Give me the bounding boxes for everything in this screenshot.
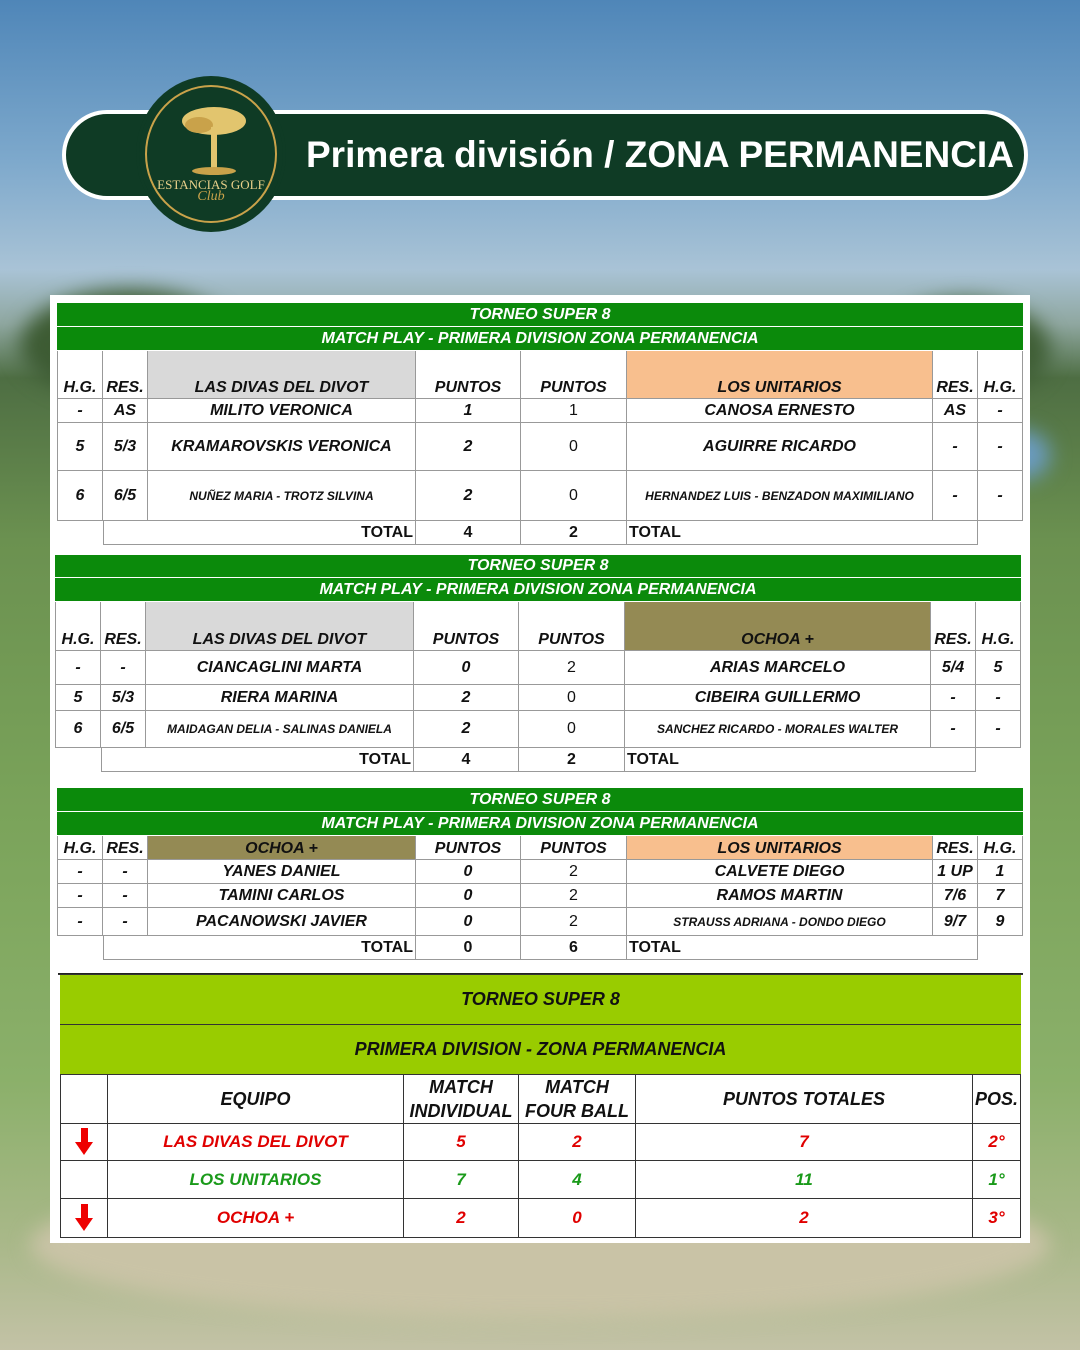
summary-match-fourball: 4 xyxy=(519,1161,636,1199)
cell-hg: 6 xyxy=(57,471,103,521)
cell-player: STRAUSS ADRIANA - DONDO DIEGO xyxy=(627,908,933,936)
match-subtitle: MATCH PLAY - PRIMERA DIVISION ZONA PERMANENCIA xyxy=(57,812,1023,836)
cell-res: - xyxy=(103,860,148,884)
cell-res: - xyxy=(933,471,978,521)
total-right: 2 xyxy=(521,521,627,545)
match-subtitle: MATCH PLAY - PRIMERA DIVISION ZONA PERMANENCIA xyxy=(55,578,1021,602)
header-points: PUNTOS xyxy=(414,602,519,651)
summary-match-fourball: 0 xyxy=(519,1199,636,1238)
summary-header-team: EQUIPO xyxy=(108,1075,404,1124)
summary-team: OCHOA + xyxy=(108,1199,404,1238)
logo-text: ESTANCIAS GOLF xyxy=(157,177,265,192)
cell-player: CIBEIRA GUILLERMO xyxy=(625,685,931,711)
cell-player: ARIAS MARCELO xyxy=(625,651,931,685)
cell-res: - xyxy=(101,651,146,685)
match-title: TORNEO SUPER 8 xyxy=(57,788,1023,812)
cell-hg: - xyxy=(57,860,103,884)
summary-position: 1° xyxy=(973,1161,1021,1199)
header-player: LOS UNITARIOS xyxy=(627,351,933,399)
summary-header-position: POS. xyxy=(973,1075,1021,1124)
cell-hg: - xyxy=(57,399,103,423)
cell-points: 0 xyxy=(416,884,521,908)
cell-res: - xyxy=(933,423,978,471)
cell-points: 2 xyxy=(414,711,519,748)
header-res: RES. xyxy=(101,602,146,651)
tree-icon xyxy=(179,101,249,179)
club-logo xyxy=(136,76,286,232)
header-player: LOS UNITARIOS xyxy=(627,836,933,860)
summary-header-arrow xyxy=(60,1075,108,1124)
cell-res: 7/6 xyxy=(933,884,978,908)
cell-hg: - xyxy=(978,423,1023,471)
cell-res: 6/5 xyxy=(103,471,148,521)
cell-player: YANES DANIEL xyxy=(148,860,416,884)
header-hg: H.G. xyxy=(57,836,103,860)
total-right: 2 xyxy=(519,748,625,772)
summary-total-points: 11 xyxy=(636,1161,973,1199)
header-hg: H.G. xyxy=(976,602,1021,651)
total-left: 0 xyxy=(416,936,521,960)
header-points: PUNTOS xyxy=(416,351,521,399)
cell-res: AS xyxy=(933,399,978,423)
summary-total-points: 2 xyxy=(636,1199,973,1238)
cell-res: 6/5 xyxy=(101,711,146,748)
header-points: PUNTOS xyxy=(416,836,521,860)
cell-points: 0 xyxy=(416,908,521,936)
header-points: PUNTOS xyxy=(521,351,627,399)
match-title: TORNEO SUPER 8 xyxy=(57,303,1023,327)
cell-points: 2 xyxy=(521,884,627,908)
cell-res: 1 UP xyxy=(933,860,978,884)
header-res: RES. xyxy=(933,836,978,860)
cell-hg: 1 xyxy=(978,860,1023,884)
summary-match-individual: 7 xyxy=(404,1161,519,1199)
cell-hg: - xyxy=(55,651,101,685)
cell-res: 9/7 xyxy=(933,908,978,936)
cell-hg: - xyxy=(976,685,1021,711)
cell-player: CANOSA ERNESTO xyxy=(627,399,933,423)
cell-points: 2 xyxy=(416,423,521,471)
cell-points: 0 xyxy=(519,711,625,748)
cell-hg: - xyxy=(978,399,1023,423)
cell-points: 1 xyxy=(521,399,627,423)
cell-player: CIANCAGLINI MARTA xyxy=(146,651,414,685)
cell-points: 0 xyxy=(416,860,521,884)
down-arrow-icon xyxy=(77,1128,91,1156)
cell-points: 0 xyxy=(521,471,627,521)
cell-player: SANCHEZ RICARDO - MORALES WALTER xyxy=(625,711,931,748)
total-left: 4 xyxy=(414,748,519,772)
summary-total-points: 7 xyxy=(636,1124,973,1161)
cell-points: 2 xyxy=(416,471,521,521)
cell-res: - xyxy=(103,884,148,908)
header-hg: H.G. xyxy=(57,351,103,399)
summary-arrow-cell xyxy=(60,1124,108,1161)
total-label-right: TOTAL xyxy=(627,521,978,545)
header-hg: H.G. xyxy=(978,351,1023,399)
page-title: Primera división / ZONA PERMANENCIA xyxy=(306,134,1014,175)
summary-arrow-cell xyxy=(60,1161,108,1199)
cell-hg: 5 xyxy=(55,685,101,711)
header-player: LAS DIVAS DEL DIVOT xyxy=(146,602,414,651)
cell-player: MAIDAGAN DELIA - SALINAS DANIELA xyxy=(146,711,414,748)
header-hg: H.G. xyxy=(55,602,101,651)
header-player: OCHOA + xyxy=(625,602,931,651)
cell-hg: - xyxy=(57,908,103,936)
summary-team: LAS DIVAS DEL DIVOT xyxy=(108,1124,404,1161)
cell-res: - xyxy=(931,711,976,748)
total-label-right: TOTAL xyxy=(627,936,978,960)
summary-position: 2° xyxy=(973,1124,1021,1161)
summary-header-match-individual: MATCH INDIVIDUAL xyxy=(404,1075,519,1124)
cell-player: NUÑEZ MARIA - TROTZ SILVINA xyxy=(148,471,416,521)
total-label-left: TOTAL xyxy=(101,748,414,772)
total-label-left: TOTAL xyxy=(103,521,416,545)
logo-subtext: Club xyxy=(197,189,225,204)
cell-res: - xyxy=(103,908,148,936)
total-right: 6 xyxy=(521,936,627,960)
summary-title: TORNEO SUPER 8 xyxy=(60,975,1021,1025)
match-title: TORNEO SUPER 8 xyxy=(55,555,1021,578)
down-arrow-icon xyxy=(77,1204,91,1232)
summary-arrow-cell xyxy=(60,1199,108,1238)
cell-hg: 9 xyxy=(978,908,1023,936)
cell-res: 5/3 xyxy=(101,685,146,711)
cell-points: 2 xyxy=(519,651,625,685)
summary-match-fourball: 2 xyxy=(519,1124,636,1161)
cell-hg: 6 xyxy=(55,711,101,748)
cell-points: 0 xyxy=(414,651,519,685)
cell-points: 2 xyxy=(414,685,519,711)
header-res: RES. xyxy=(103,836,148,860)
cell-hg: 5 xyxy=(57,423,103,471)
cell-points: 2 xyxy=(521,860,627,884)
summary-header-total-points: PUNTOS TOTALES xyxy=(636,1075,973,1124)
summary-match-individual: 5 xyxy=(404,1124,519,1161)
cell-res: 5/3 xyxy=(103,423,148,471)
summary-team: LOS UNITARIOS xyxy=(108,1161,404,1199)
header-res: RES. xyxy=(933,351,978,399)
header-player: LAS DIVAS DEL DIVOT xyxy=(148,351,416,399)
summary-header-match-fourball: MATCH FOUR BALL xyxy=(519,1075,636,1124)
cell-player: MILITO VERONICA xyxy=(148,399,416,423)
cell-player: TAMINI CARLOS xyxy=(148,884,416,908)
cell-res: AS xyxy=(103,399,148,423)
summary-match-individual: 2 xyxy=(404,1199,519,1238)
cell-player: KRAMAROVSKIS VERONICA xyxy=(148,423,416,471)
cell-player: CALVETE DIEGO xyxy=(627,860,933,884)
cell-hg: - xyxy=(57,884,103,908)
cell-points: 2 xyxy=(521,908,627,936)
header-hg: H.G. xyxy=(978,836,1023,860)
cell-res: 5/4 xyxy=(931,651,976,685)
cell-player: AGUIRRE RICARDO xyxy=(627,423,933,471)
header-points: PUNTOS xyxy=(521,836,627,860)
header-res: RES. xyxy=(103,351,148,399)
header-points: PUNTOS xyxy=(519,602,625,651)
cell-points: 0 xyxy=(519,685,625,711)
cell-player: RAMOS MARTIN xyxy=(627,884,933,908)
cell-hg: - xyxy=(976,711,1021,748)
cell-hg: 7 xyxy=(978,884,1023,908)
match-subtitle: MATCH PLAY - PRIMERA DIVISION ZONA PERMANENCIA xyxy=(57,327,1023,351)
total-label-left: TOTAL xyxy=(103,936,416,960)
cell-points: 0 xyxy=(521,423,627,471)
header-res: RES. xyxy=(931,602,976,651)
cell-res: - xyxy=(931,685,976,711)
total-left: 4 xyxy=(416,521,521,545)
cell-points: 1 xyxy=(416,399,521,423)
cell-player: RIERA MARINA xyxy=(146,685,414,711)
summary-position: 3° xyxy=(973,1199,1021,1238)
cell-hg: - xyxy=(978,471,1023,521)
header-player: OCHOA + xyxy=(148,836,416,860)
cell-player: PACANOWSKI JAVIER xyxy=(148,908,416,936)
cell-hg: 5 xyxy=(976,651,1021,685)
cell-player: HERNANDEZ LUIS - BENZADON MAXIMILIANO xyxy=(627,471,933,521)
summary-subtitle: PRIMERA DIVISION - ZONA PERMANENCIA xyxy=(60,1025,1021,1075)
total-label-right: TOTAL xyxy=(625,748,976,772)
